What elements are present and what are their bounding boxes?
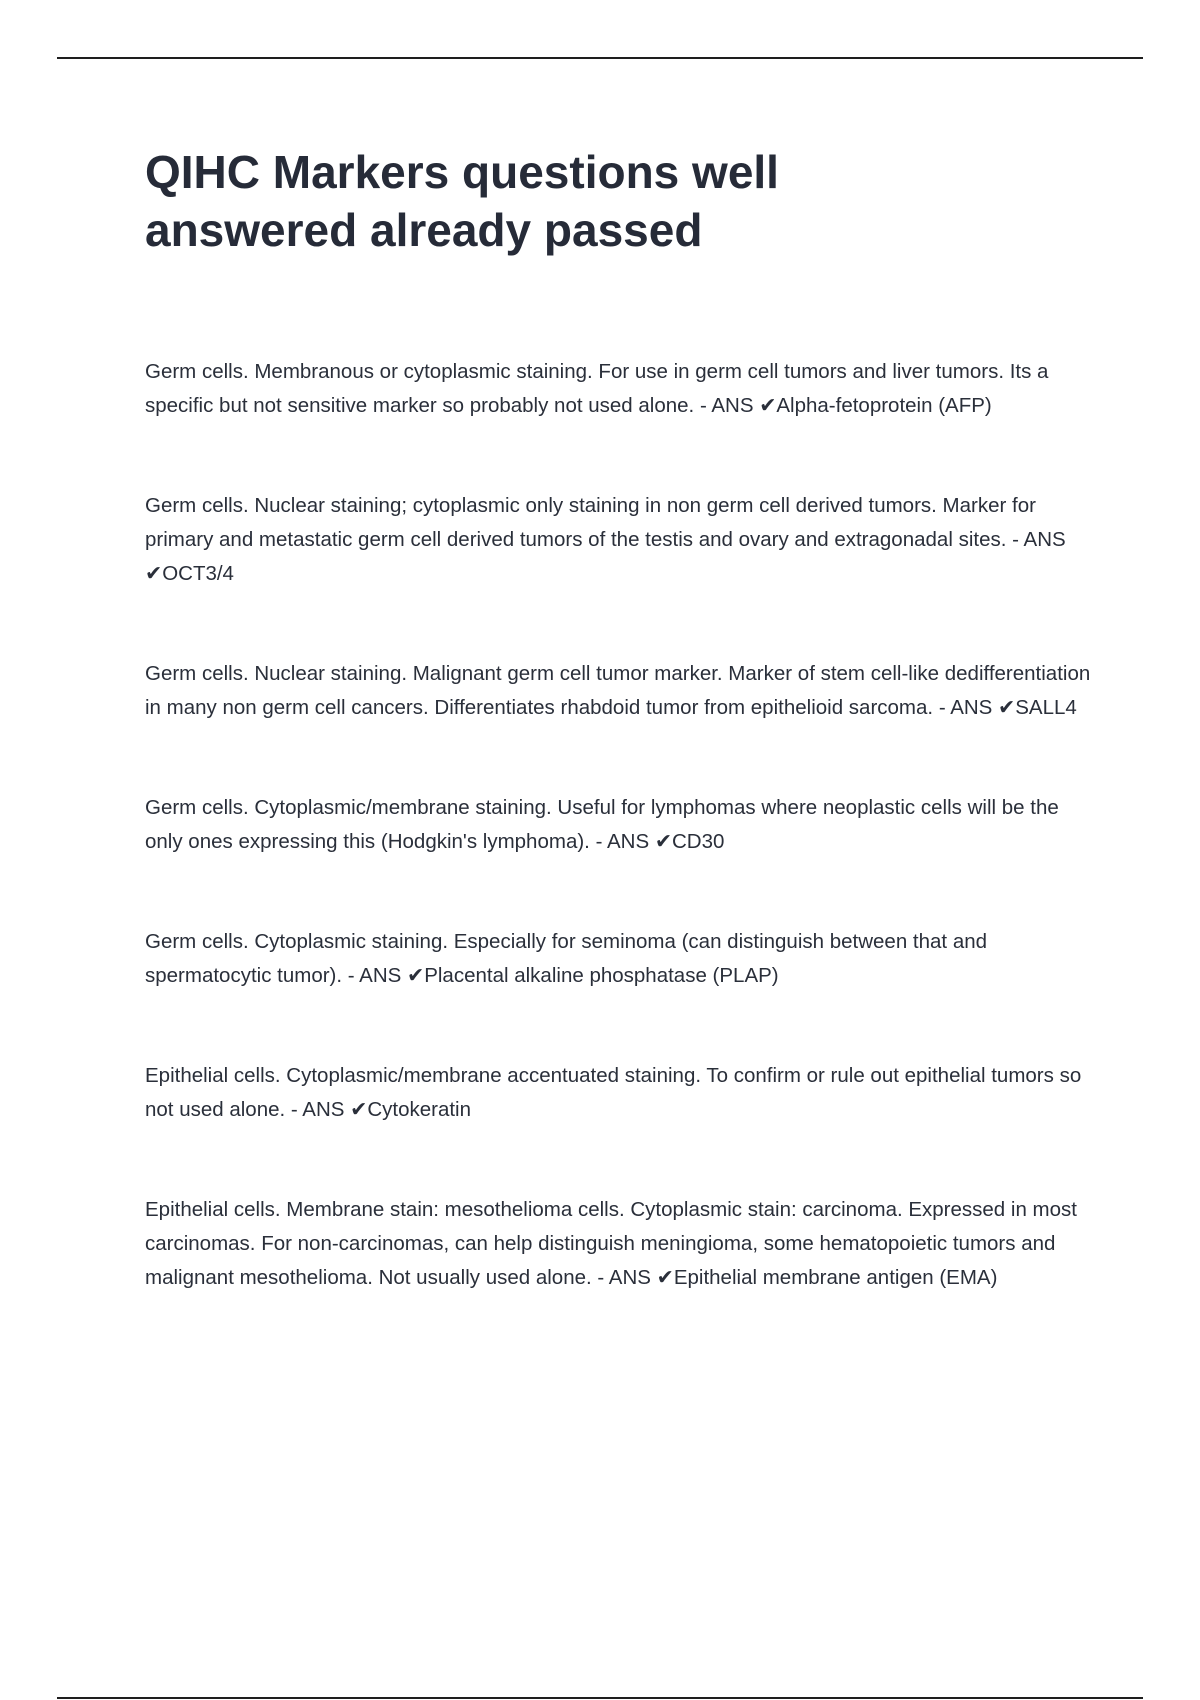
question-text: Germ cells. Cytoplasmic staining. Especially for seminoma (can distinguish between that and spermatocytic tumor). — [145, 930, 988, 987]
answer-text: OCT3/4 — [162, 562, 234, 585]
qa-item — [145, 657, 1095, 725]
bottom-rule — [57, 1697, 1143, 1699]
qa-item — [145, 1193, 1095, 1295]
answer-text: Placental alkaline phosphatase (PLAP) — [424, 964, 779, 987]
answer-text: Epithelial membrane antigen (EMA) — [673, 1266, 998, 1289]
qa-item — [145, 925, 1095, 993]
qa-item — [145, 791, 1095, 859]
question-text: Germ cells. Nuclear staining. Malignant germ cell tumor marker. Marker of stem cell-like dedifferentiation in many non germ cell cancers. Differentiates rhabdoid tumor from epithelioid sarcoma. — [145, 662, 1091, 719]
answer-text: Cytokeratin — [367, 1098, 472, 1121]
answer-prefix: - ANS ✔ — [347, 964, 425, 987]
answer-prefix: - ANS ✔ — [597, 1266, 674, 1289]
answer-prefix: - ANS ✔ — [290, 1098, 368, 1121]
answer-text: CD30 — [672, 830, 725, 853]
answer-prefix: - ANS ✔ — [699, 394, 777, 417]
qa-list — [145, 355, 1095, 1295]
answer-prefix: - ANS ✔ — [145, 528, 1066, 585]
question-text: Epithelial cells. Membrane stain: mesothelioma cells. Cytoplasmic stain: carcinoma. Expressed in most carcinomas. For non-carcinomas, can help distinguish meningioma, some hematopoietic tumors and malignant mesothelioma. Not usually used alone. — [145, 1198, 1077, 1289]
question-text: Germ cells. Cytoplasmic/membrane staining. Useful for lymphomas where neoplastic cells will be the only ones expressing this (Hodgkin's lymphoma). — [145, 796, 1059, 853]
question-text: Germ cells. Membranous or cytoplasmic staining. For use in germ cell tumors and liver tumors. Its a specific but not sensitive marker so probably not used alone. — [145, 360, 1049, 417]
answer-prefix: - ANS ✔ — [938, 696, 1016, 719]
question-text: Germ cells. Nuclear staining; cytoplasmic only staining in non germ cell derived tumors. Marker for primary and metastatic germ cell derived tumors of the testis and ovary and extragonadal sites. — [145, 494, 1036, 551]
answer-text: Alpha-fetoprotein (AFP) — [776, 394, 992, 417]
qa-item — [145, 1059, 1095, 1127]
qa-item — [145, 355, 1095, 423]
question-text: Epithelial cells. Cytoplasmic/membrane accentuated staining. To confirm or rule out epithelial tumors so not used alone. — [145, 1064, 1082, 1121]
answer-prefix: - ANS ✔ — [595, 830, 672, 853]
top-rule — [57, 57, 1143, 59]
qa-item — [145, 489, 1095, 591]
document-title: QIHC Markers questions well answered already passed — [145, 146, 779, 256]
answer-text: SALL4 — [1015, 696, 1077, 719]
